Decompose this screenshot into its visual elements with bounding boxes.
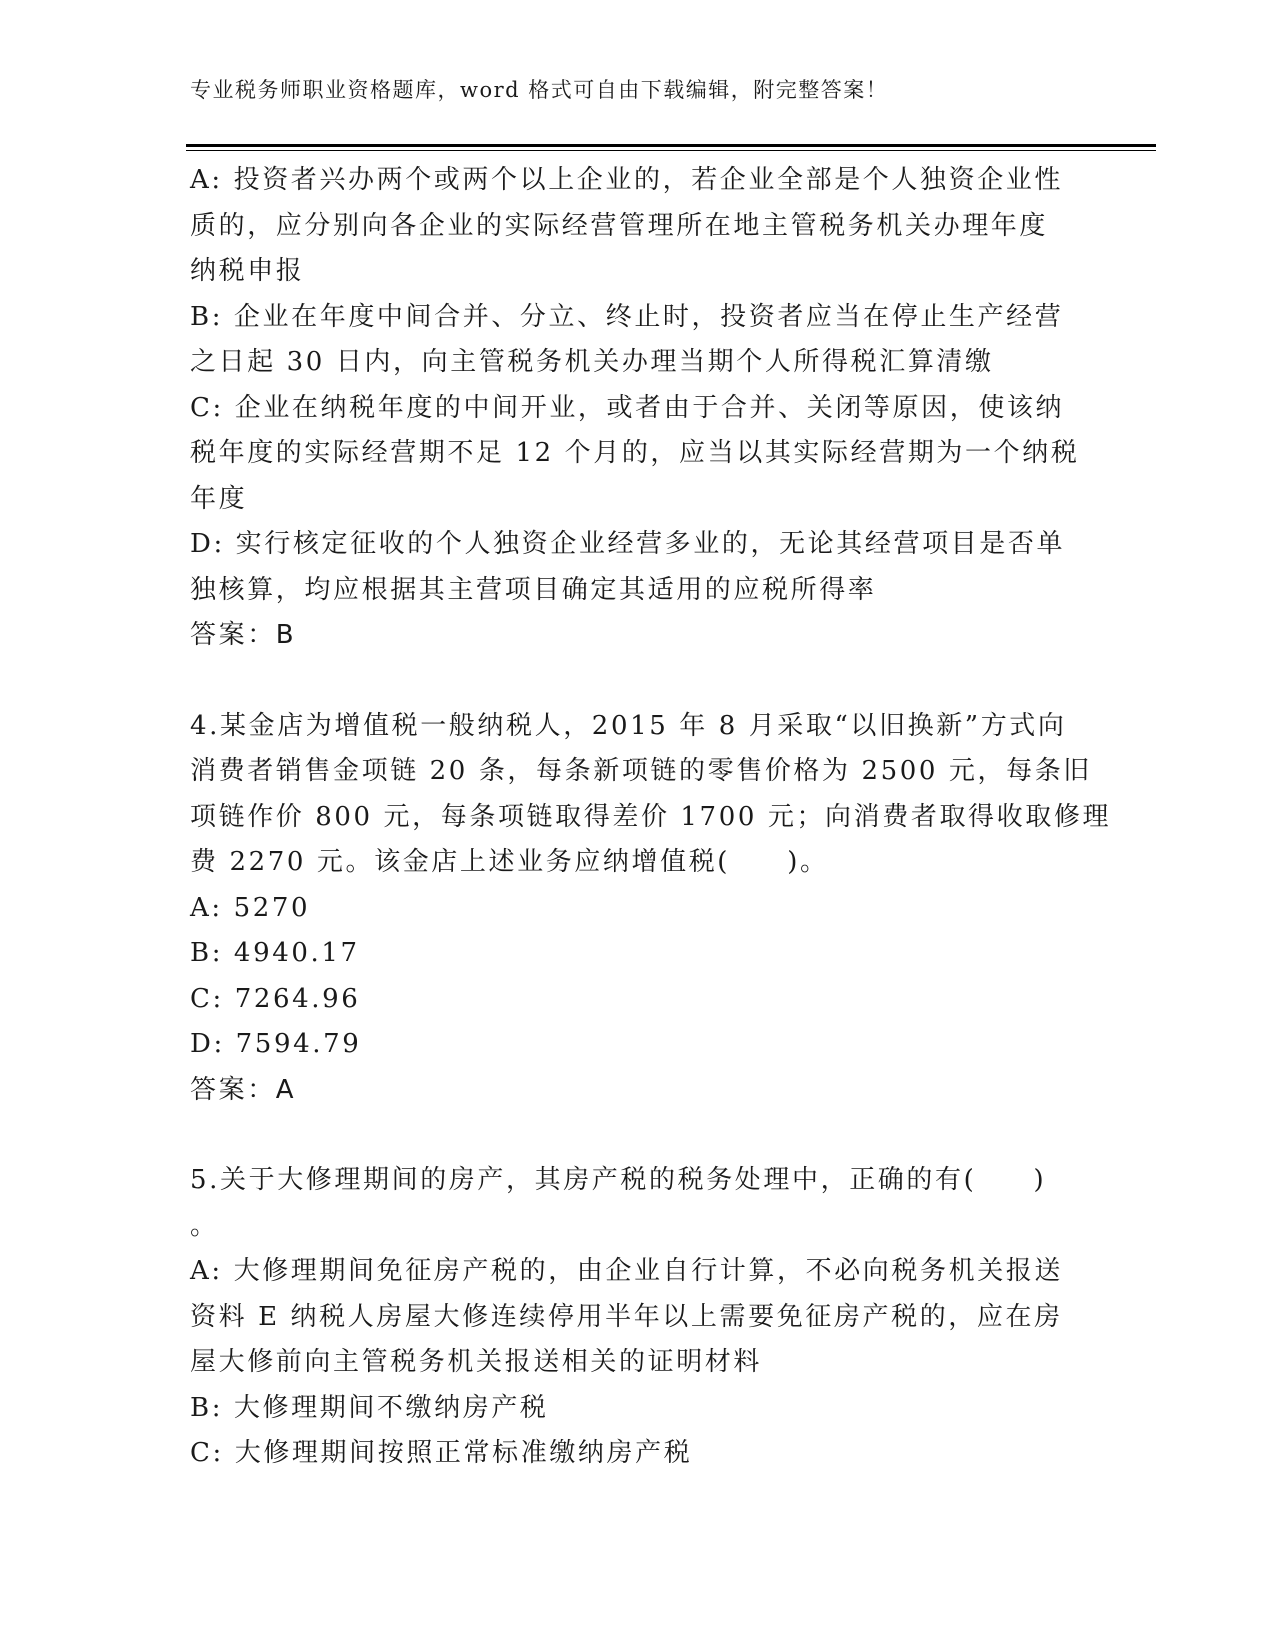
header-rule-thick: [186, 144, 1156, 147]
text-line: 5.关于大修理期间的房产，其房产税的税务处理中，正确的有( ): [190, 1165, 1047, 1195]
q5-option-a: [190, 1249, 1080, 1386]
q4-option-b: B: 4940.17: [190, 938, 360, 968]
q4-option-c: C: 7264.96: [190, 983, 361, 1014]
text-line: 之日起 30 日内，向主管税务机关办理当期个人所得税汇算清缴: [190, 347, 994, 377]
header-rule-thin: [186, 150, 1156, 151]
spacer: [190, 1113, 1080, 1158]
q4-option-a: A: 5270: [190, 892, 311, 923]
q5-option-b: B: 大修理期间不缴纳房产税: [190, 1392, 549, 1423]
text-line: C: 企业在纳税年度的中间开业，或者由于合并、关闭等原因，使该纳: [190, 392, 1065, 423]
text-line: 4.某金店为增值税一般纳税人，2015 年 8 月采取“以旧换新”方式向: [190, 710, 1067, 741]
document-body: [190, 158, 1112, 1477]
q3-option-c: [190, 386, 1080, 523]
text-line: 税年度的实际经营期不足 12 个月的，应当以其实际经营期为一个纳税: [190, 438, 1080, 468]
q3-answer: 答案：B: [190, 620, 297, 650]
text-line: 质的，应分别向各企业的实际经营管理所在地主管税务机关办理年度: [190, 210, 1049, 241]
page-header: 专业税务师职业资格题库，word 格式可自由下载编辑，附完整答案！: [190, 78, 889, 102]
text-line: A: 投资者兴办两个或两个以上企业的，若企业全部是个人独资企业性: [190, 165, 1064, 195]
text-line: D: 实行核定征收的个人独资企业经营多业的，无论其经营项目是否单: [190, 529, 1066, 559]
text-line: 资料 E 纳税人房屋大修连续停用半年以上需要免征房产税的，应在房: [190, 1301, 1063, 1332]
q3-option-d: [190, 522, 1080, 613]
text-line: 项链作价 800 元，每条项链取得差价 1700 元；向消费者取得收取修理: [190, 801, 1112, 832]
text-line: A: 大修理期间免征房产税的，由企业自行计算，不必向税务机关报送: [190, 1256, 1064, 1286]
text-line: 消费者销售金项链 20 条，每条新项链的零售价格为 2500 元，每条旧: [190, 756, 1092, 786]
q4-option-d: D: 7594.79: [190, 1029, 362, 1059]
text-line: 费 2270 元。该金店上述业务应纳增值税( )。: [190, 847, 829, 877]
q4-answer: 答案：A: [190, 1074, 297, 1105]
q3-option-a: [190, 158, 1080, 295]
spacer: [190, 659, 1080, 704]
q5-stem: [190, 1158, 1080, 1249]
text-line: 屋大修前向主管税务机关报送相关的证明材料: [190, 1347, 763, 1377]
text-line: 纳税申报: [190, 256, 305, 286]
text-line: 年度: [190, 483, 248, 514]
text-line: B: 企业在年度中间合并、分立、终止时，投资者应当在停止生产经营: [190, 301, 1064, 332]
q4-stem: [190, 704, 1112, 886]
text-line: 。: [190, 1210, 219, 1241]
text-line: 独核算，均应根据其主营项目确定其适用的应税所得率: [190, 574, 877, 605]
q5-option-c: C: 大修理期间按照正常标准缴纳房产税: [190, 1438, 693, 1468]
q3-option-b: [190, 295, 1080, 386]
